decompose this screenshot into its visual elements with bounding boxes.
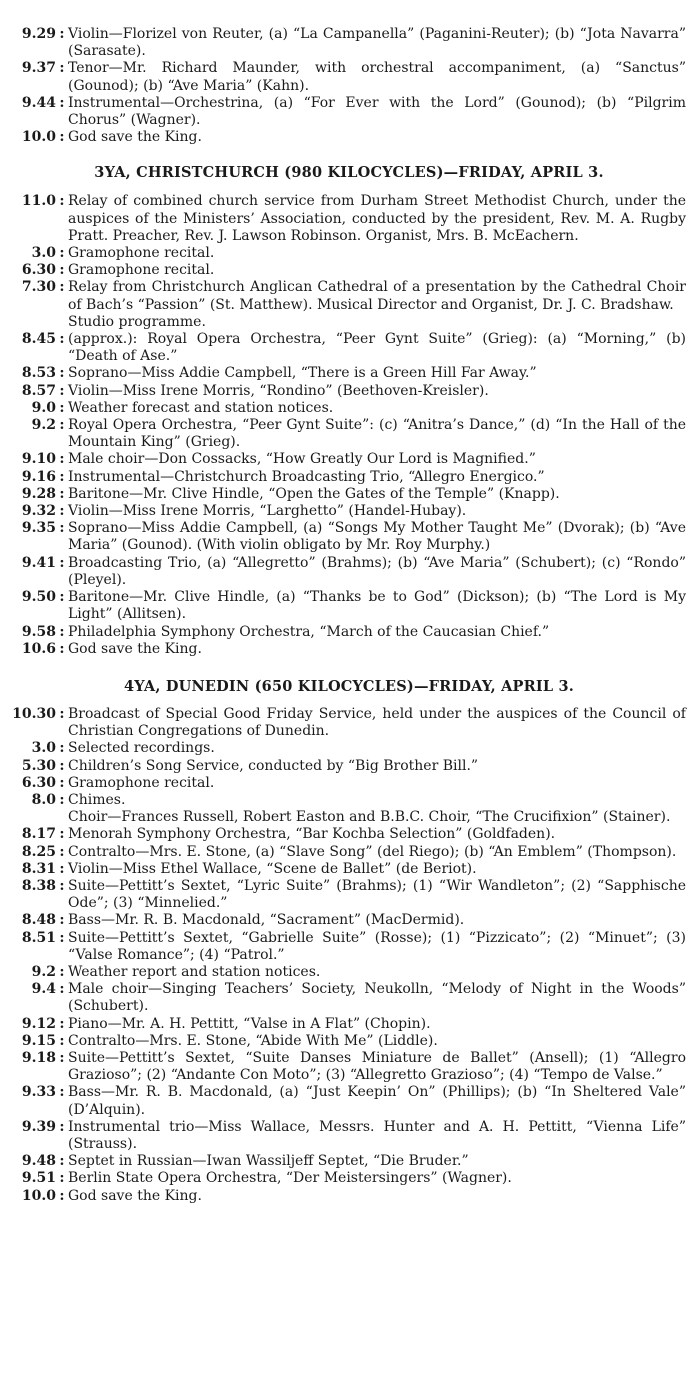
- time-separator: :: [59, 331, 65, 348]
- entry-time: 8.53: [21, 365, 56, 382]
- entry-time: 8.45: [21, 331, 56, 348]
- entry-time: 9.2: [31, 963, 56, 980]
- schedule-section: [12, 26, 686, 146]
- time-separator: :: [59, 826, 65, 843]
- entry-description: Weather forecast and station notices.: [68, 399, 334, 416]
- time-separator: :: [59, 554, 65, 571]
- entry-time: 9.2: [31, 417, 56, 434]
- entry-time: 6.30: [21, 262, 56, 279]
- programme-entry: [12, 555, 686, 589]
- programme-entry: [12, 1170, 686, 1187]
- entry-description: Male choir—Singing Teachers’ Society, Neukolln, “Melody of Night in the Woods” (Schubert).: [68, 981, 686, 1015]
- station-heading: 4YA, DUNEDIN (650 KILOCYCLES)—FRIDAY, APRIL 3.: [123, 677, 575, 695]
- entry-description: Baritone—Mr. Clive Hindle, (a) “Thanks be to God” (Dickson); (b) “The Lord is My Light” (Allitsen).: [68, 589, 686, 623]
- time-separator: :: [59, 1153, 65, 1170]
- entry-description: Contralto—Mrs. E. Stone, (a) “Slave Song” (del Riego); (b) “An Emblem” (Thompson).: [68, 843, 677, 860]
- programme-entry: [12, 1033, 686, 1050]
- programme-entry: [12, 878, 686, 912]
- programme-entry: [12, 193, 686, 245]
- entry-description: Soprano—Miss Addie Campbell, “There is a Green Hill Far Away.”: [68, 365, 537, 382]
- entry-description: Studio programme.: [68, 313, 206, 330]
- entry-description: Tenor—Mr. Richard Maunder, with orchestral accompaniment, (a) “Sanctus” (Gounod); (b) “Ave Maria” (Kahn).: [68, 60, 686, 94]
- entry-description: Choir—Frances Russell, Robert Easton and B.B.C. Choir, “The Crucifixion” (Stainer).: [68, 809, 671, 826]
- entry-description: Philadelphia Symphony Orchestra, “March of the Caucasian Chief.”: [68, 623, 550, 640]
- time-separator: :: [59, 757, 65, 774]
- entry-description: Contralto—Mrs. E. Stone, “Abide With Me” (Liddle).: [68, 1032, 438, 1049]
- time-separator: :: [59, 129, 65, 146]
- programme-entry: [12, 314, 686, 331]
- time-separator: :: [59, 981, 65, 998]
- programme-entry: [12, 624, 686, 641]
- entry-description: Bass—Mr. R. B. Macdonald, (a) “Just Keepin’ On” (Phillips); (b) “In Sheltered Vale” (D’Alquin).: [68, 1084, 686, 1118]
- time-separator: :: [59, 245, 65, 262]
- entry-description: Broadcast of Special Good Friday Service, held under the auspices of the Council of Christian Congregations of Dunedin.: [68, 705, 686, 740]
- entry-time: 9.35: [21, 520, 56, 537]
- time-separator: :: [59, 417, 65, 434]
- schedule-section: [12, 164, 686, 657]
- time-separator: :: [59, 1084, 65, 1101]
- time-separator: :: [59, 877, 65, 894]
- time-separator: :: [59, 60, 65, 77]
- entry-time: 9.37: [21, 60, 56, 77]
- time-separator: :: [59, 399, 65, 416]
- programme-entry: [12, 930, 686, 964]
- time-separator: :: [59, 1015, 65, 1032]
- entry-description: Septet in Russian—Iwan Wassiljeff Septet, “Die Bruder.”: [68, 1153, 469, 1170]
- entry-time: 8.51: [21, 929, 56, 946]
- programme-entry: [12, 809, 686, 826]
- entry-time: 9.0: [31, 399, 56, 416]
- entry-description: Royal Opera Orchestra, “Peer Gynt Suite”: (c) “Anitra’s Dance,” (d) “In the Hall of the Mountain King” (Grieg).: [68, 417, 686, 451]
- entry-time: 9.28: [21, 485, 56, 502]
- programme-listings: [12, 26, 686, 1205]
- entry-description: Relay from Christchurch Anglican Cathedral of a presentation by the Cathedral Choir of Bach’s “Passion” (St. Matthew). Musical Director and Organist, Dr. J. C. Bradshaw.: [68, 279, 686, 313]
- time-separator: :: [59, 193, 65, 210]
- entry-description: Chimes.: [68, 791, 126, 808]
- entry-description: Violin—Miss Irene Morris, “Rondino” (Beethoven-Kreisler).: [68, 382, 489, 399]
- entry-time: 10.6: [21, 640, 56, 657]
- entry-description: Baritone—Mr. Clive Hindle, “Open the Gates of the Temple” (Knapp).: [68, 485, 560, 502]
- time-separator: :: [59, 623, 65, 640]
- programme-entry: [12, 383, 686, 400]
- time-separator: :: [59, 740, 65, 757]
- programme-entry: [12, 981, 686, 1015]
- entry-description: Instrumental trio—Miss Wallace, Messrs. Hunter and A. H. Pettitt, “Vienna Life” (Strauss).: [68, 1118, 686, 1152]
- entry-time: 9.32: [21, 503, 56, 520]
- time-separator: :: [59, 589, 65, 606]
- programme-entry: [12, 469, 686, 486]
- entry-time: 8.0: [31, 791, 56, 808]
- programme-entry: [12, 1016, 686, 1033]
- entry-time: 8.48: [21, 912, 56, 929]
- programme-entry: [12, 641, 686, 658]
- time-separator: :: [59, 365, 65, 382]
- entry-time: 9.44: [21, 94, 56, 111]
- entry-description: Piano—Mr. A. H. Pettitt, “Valse in A Flat” (Chopin).: [68, 1015, 431, 1032]
- entry-description: Berlin State Opera Orchestra, “Der Meistersingers” (Wagner).: [68, 1170, 512, 1187]
- time-separator: :: [59, 1118, 65, 1135]
- time-separator: :: [59, 963, 65, 980]
- entry-description: Gramophone recital.: [68, 774, 215, 791]
- entry-time: 8.57: [21, 382, 56, 399]
- programme-entry: [12, 861, 686, 878]
- programme-entry: [12, 400, 686, 417]
- programme-entry: [12, 520, 686, 554]
- entry-time: 11.0: [21, 193, 56, 210]
- programme-entry: [12, 129, 686, 146]
- entry-description: Weather report and station notices.: [68, 963, 321, 980]
- time-separator: :: [59, 451, 65, 468]
- time-separator: :: [59, 468, 65, 485]
- entry-time: 9.48: [21, 1153, 56, 1170]
- entry-description: Instrumental—Christchurch Broadcasting Trio, “Allegro Energico.”: [68, 468, 545, 485]
- programme-entry: [12, 262, 686, 279]
- entry-description: (approx.): Royal Opera Orchestra, “Peer Gynt Suite” (Grieg): (a) “Morning,” (b) “Death of Ase.”: [68, 331, 686, 365]
- entry-time: 5.30: [21, 757, 56, 774]
- entry-description: Selected recordings.: [68, 740, 215, 757]
- entry-description: Instrumental—Orchestrina, (a) “For Ever with the Lord” (Gounod); (b) “Pilgrim Chorus” (Wagner).: [68, 94, 686, 129]
- programme-entry: [12, 26, 686, 60]
- entry-time: 9.33: [21, 1084, 56, 1101]
- entry-time: 3.0: [31, 245, 56, 262]
- time-separator: :: [59, 485, 65, 502]
- programme-entry: [12, 706, 686, 740]
- entry-time: 3.0: [31, 740, 56, 757]
- time-separator: :: [59, 860, 65, 877]
- entry-time: 9.16: [21, 468, 56, 485]
- entry-description: God save the King.: [68, 1187, 202, 1204]
- time-separator: :: [59, 1049, 65, 1066]
- entry-description: God save the King.: [68, 129, 202, 146]
- entry-time: 10.0: [21, 129, 56, 146]
- entry-description: Male choir—Don Cossacks, “How Greatly Our Lord is Magnified.”: [68, 451, 536, 468]
- entry-description: Gramophone recital.: [68, 245, 215, 262]
- programme-entry: [12, 486, 686, 503]
- programme-entry: [12, 279, 686, 313]
- time-separator: :: [59, 262, 65, 279]
- programme-entry: [12, 792, 686, 809]
- entry-time: 7.30: [21, 279, 56, 296]
- time-separator: :: [59, 912, 65, 929]
- entry-time: 9.50: [21, 589, 56, 606]
- time-separator: :: [59, 503, 65, 520]
- time-separator: :: [59, 843, 65, 860]
- entry-description: Relay of combined church service from Durham Street Methodist Church, under the auspices of the Ministers’ Association, conducted by the president, Rev. M. A. Rugby Pratt. Preacher, Rev. J. Lawson Robinson. Organist, Mrs. B. McEachern.: [68, 193, 686, 244]
- programme-entry: [12, 1050, 686, 1084]
- time-separator: :: [59, 1032, 65, 1049]
- entry-description: God save the King.: [68, 640, 202, 657]
- programme-entry: [12, 758, 686, 775]
- entry-time: 9.12: [21, 1015, 56, 1032]
- entry-description: Suite—Pettitt’s Sextet, “Lyric Suite” (Brahms); (1) “Wir Wandleton”; (2) “Sapphische Ode”; (3) “Minnelied.”: [68, 877, 686, 912]
- programme-entry: [12, 331, 686, 365]
- time-separator: :: [59, 520, 65, 537]
- entry-time: 9.29: [21, 26, 56, 42]
- time-separator: :: [59, 382, 65, 399]
- programme-entry: [12, 589, 686, 623]
- programme-entry: [12, 365, 686, 382]
- programme-entry: [12, 245, 686, 262]
- entry-description: Violin—Florizel von Reuter, (a) “La Campanella” (Paganini-Reuter); (b) “Jota Navarra” (Sarasate).: [68, 26, 686, 60]
- time-separator: :: [59, 640, 65, 657]
- programme-entry: [12, 503, 686, 520]
- entry-time: 6.30: [21, 774, 56, 791]
- time-separator: :: [59, 26, 65, 42]
- entry-time: 8.31: [21, 860, 56, 877]
- entry-time: 8.25: [21, 843, 56, 860]
- entry-time: 10.30: [12, 705, 56, 722]
- entry-time: 9.18: [21, 1049, 56, 1066]
- entry-time: 9.41: [21, 554, 56, 571]
- time-separator: :: [59, 1170, 65, 1187]
- programme-entry: [12, 417, 686, 451]
- programme-entry: [12, 1084, 686, 1118]
- time-separator: :: [59, 705, 65, 722]
- entry-description: Soprano—Miss Addie Campbell, (a) “Songs My Mother Taught Me” (Dvorak); (b) “Ave Maria” (Gounod). (With violin obligato by Mr. Roy Murphy.): [68, 520, 686, 554]
- entry-description: Children’s Song Service, conducted by “Big Brother Bill.”: [68, 757, 479, 774]
- entry-time: 9.4: [31, 981, 56, 998]
- entry-description: Violin—Miss Irene Morris, “Larghetto” (Handel-Hubay).: [68, 503, 467, 520]
- station-heading: 3YA, CHRISTCHURCH (980 KILOCYCLES)—FRIDAY, APRIL 3.: [94, 164, 604, 182]
- entry-description: Violin—Miss Ethel Wallace, “Scene de Ballet” (de Beriot).: [68, 860, 477, 877]
- programme-entry: [12, 964, 686, 981]
- entry-time: 9.10: [21, 451, 56, 468]
- programme-entry: [12, 60, 686, 94]
- entry-description: Suite—Pettitt’s Sextet, “Gabrielle Suite” (Rosse); (1) “Pizzicato”; (2) “Minuet”; (3) “Valse Romance”; (4) “Patrol.”: [68, 929, 686, 963]
- entry-description: Bass—Mr. R. B. Macdonald, “Sacrament” (MacDermid).: [68, 912, 465, 929]
- programme-entry: [12, 912, 686, 929]
- entry-time: 9.39: [21, 1118, 56, 1135]
- entry-time: 9.58: [21, 623, 56, 640]
- time-separator: :: [59, 774, 65, 791]
- entry-time: 8.17: [21, 826, 56, 843]
- time-separator: :: [59, 929, 65, 946]
- programme-entry: [12, 451, 686, 468]
- time-separator: :: [59, 1187, 65, 1204]
- time-separator: :: [59, 791, 65, 808]
- programme-entry: [12, 775, 686, 792]
- entry-time: 8.38: [21, 877, 56, 894]
- entry-time: 10.0: [21, 1187, 56, 1204]
- programme-entry: [12, 95, 686, 129]
- programme-entry: [12, 826, 686, 843]
- programme-entry: [12, 844, 686, 861]
- programme-entry: [12, 1188, 686, 1205]
- time-separator: :: [59, 94, 65, 111]
- schedule-section: [12, 678, 686, 1205]
- programme-entry: [12, 1119, 686, 1153]
- time-separator: :: [59, 279, 65, 296]
- entry-description: Menorah Symphony Orchestra, “Bar Kochba Selection” (Goldfaden).: [68, 826, 556, 843]
- entry-time: 9.15: [21, 1032, 56, 1049]
- entry-description: Broadcasting Trio, (a) “Allegretto” (Brahms); (b) “Ave Maria” (Schubert); (c) “Rondo” (Pleyel).: [68, 554, 686, 588]
- programme-entry: [12, 740, 686, 757]
- entry-time: 9.51: [21, 1170, 56, 1187]
- programme-entry: [12, 1153, 686, 1170]
- entry-description: Gramophone recital.: [68, 262, 215, 279]
- entry-description: Suite—Pettitt’s Sextet, “Suite Danses Miniature de Ballet” (Ansell); (1) “Allegro Grazioso”; (2) “Andante Con Moto”; (3) “Allegretto Grazioso”; (4) “Tempo de Valse.”: [68, 1049, 686, 1084]
